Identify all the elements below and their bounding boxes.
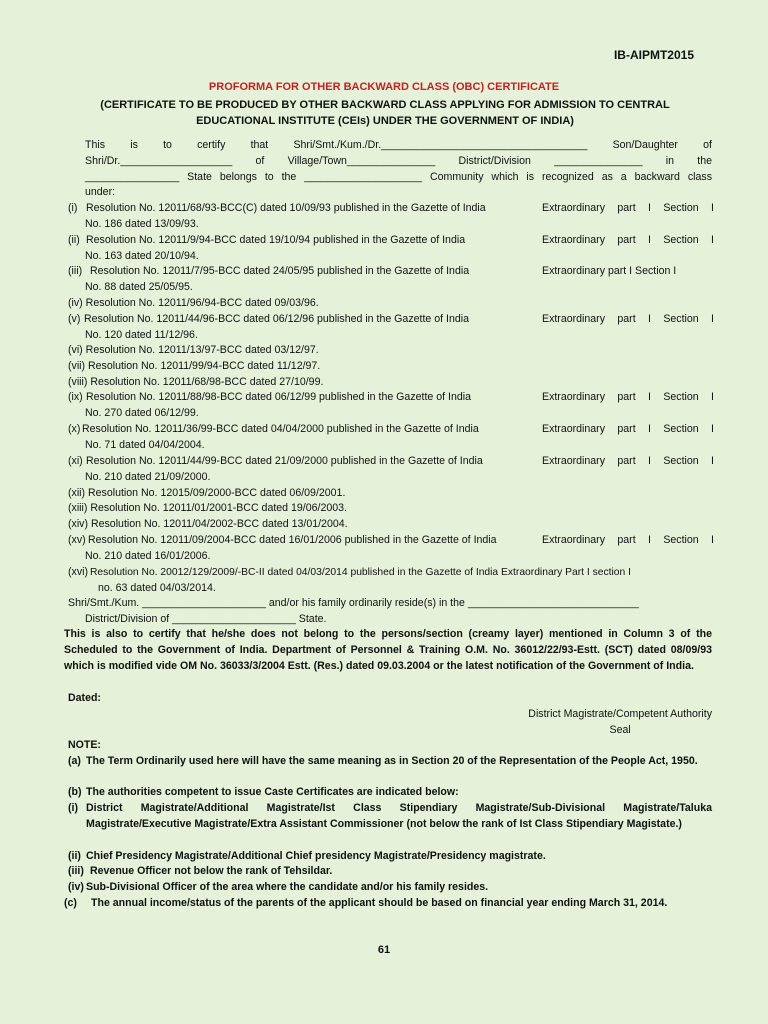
resolution-extra: Extraordinary part I Section I <box>542 391 714 403</box>
resolution-number: (xiii) <box>68 502 88 514</box>
resolution-text: Resolution No. 12011/68/93-BCC(C) dated 10/09/93 published in the Gazette of India <box>86 202 486 214</box>
resolution-text: Resolution No. 12011/13/97-BCC dated 03/12/97. <box>85 344 319 356</box>
note-text: Revenue Officer not below the rank of Tehsildar. <box>90 865 333 877</box>
note-text: The annual income/status of the parents of the applicant should be based on financial year ending March 31, 2014. <box>91 897 668 909</box>
resolution-number: (i) <box>68 202 78 214</box>
residence-line-1: Shri/Smt./Kum. _____________________ and/or his family ordinarily reside(s) in the _____________________________ <box>68 597 639 609</box>
resolution-number: (ix) <box>68 391 83 403</box>
intro-line-2: Shri/Dr.___________________ of Village/Town_______________ District/Division _______________ in the <box>85 154 712 167</box>
resolution-text: Resolution No. 12011/9/94-BCC dated 19/10/94 published in the Gazette of India <box>86 234 466 246</box>
resolution-extra: Extraordinary part I Section I <box>542 234 714 246</box>
resolution-number: (xv) <box>68 534 86 546</box>
resolution-continuation: No. 186 dated 13/09/93. <box>85 217 199 230</box>
resolution-extra: Extraordinary part I Section I <box>542 534 714 546</box>
resolution-text: Resolution No. 12011/09/2004-BCC dated 16/01/2006 published in the Gazette of India <box>88 534 497 546</box>
note-number: (iv) <box>68 881 84 893</box>
note-text: Chief Presidency Magistrate/Additional Chief presidency Magistrate/Presidency magistrate. <box>86 850 546 862</box>
resolution-number: (ii) <box>68 234 80 246</box>
resolution-text: Resolution No. 20012/129/2009/-BC-II dated 04/03/2014 published in the Gazette of India Extraordinary Part I section I <box>90 567 631 578</box>
resolution-item <box>68 343 319 359</box>
resolution-number: (iii) <box>68 265 83 277</box>
page-title: PROFORMA FOR OTHER BACKWARD CLASS (OBC) CERTIFICATE <box>208 81 560 93</box>
signature-authority: District Magistrate/Competent Authority <box>528 708 712 720</box>
resolution-number: (v) <box>68 313 81 325</box>
note-text: The Term Ordinarily used here will have the same meaning as in Section 20 of the Representation of the People Act, 1950. <box>86 755 698 767</box>
resolution-item <box>68 517 348 533</box>
note-number: (i) <box>68 802 78 814</box>
intro-line-3: ________________ State belongs to the ____________________ Community which is recognized as a backward class <box>85 170 712 183</box>
document-code: IB-AIPMT2015 <box>613 48 694 62</box>
resolution-text: Resolution No. 12011/88/98-BCC dated 06/12/99 published in the Gazette of India <box>86 391 471 403</box>
resolution-number: (vii) <box>68 360 86 372</box>
signature-block <box>528 706 712 738</box>
resolution-number: (xvi) <box>68 566 89 578</box>
resolution-extra: Extraordinary part I Section I <box>542 423 714 435</box>
residence-line-2: District/Division of _____________________ State. <box>85 613 327 625</box>
resolution-continuation: No. 88 dated 25/05/95. <box>85 280 193 293</box>
creamy-layer-statement: This is also to certify that he/she does not belong to the persons/section (creamy layer) mentioned in Column 3 of the Scheduled to the Government of India. Department of Personnel & Training O.M. No. 36012/22/93-Estt. (SCT) dated 08/09/93 which is modified vide OM No. 36033/3/2004 Estt. (Res.) dated 09.03.2004 or the latest notification of the Government of India. <box>64 628 712 672</box>
resolution-extra: Extraordinary part I Section I <box>542 202 714 214</box>
note-number: (a) <box>68 755 81 767</box>
note-text: District Magistrate/Additional Magistrate/Ist Class Stipendiary Magistrate/Sub-Divisional Magistrate/Taluka Magistrate/Executive Magistrate/Extra Assistant Commissioner (not below the rank of Ist Class Stipendiary Magistate.) <box>86 802 712 830</box>
resolution-text: Resolution No. 12011/99/94-BCC dated 11/12/97. <box>88 360 321 372</box>
note-number: (b) <box>68 786 82 798</box>
note-text: Sub-Divisional Officer of the area where the candidate and/or his family resides. <box>86 881 489 893</box>
note-number: (c) <box>64 897 77 909</box>
resolution-text: Resolution No. 12011/7/95-BCC dated 24/05/95 published in the Gazette of India <box>90 265 470 277</box>
intro-line-4: under: <box>85 186 116 199</box>
resolution-extra: Extraordinary part I Section I <box>542 313 714 325</box>
resolution-number: (iv) <box>68 297 83 309</box>
resolution-text: Resolution No. 12011/68/98-BCC dated 27/10/99. <box>90 376 324 388</box>
resolution-item <box>68 501 347 517</box>
resolution-item <box>68 296 319 312</box>
resolution-continuation: No. 210 dated 21/09/2000. <box>85 470 211 483</box>
resolution-extra: Extraordinary part I Section I <box>542 265 677 277</box>
resolution-item <box>68 359 320 375</box>
note-text: The authorities competent to issue Caste Certificates are indicated below: <box>86 786 459 798</box>
resolution-item <box>68 375 323 391</box>
note-number: (ii) <box>68 850 81 862</box>
resolution-continuation: No. 120 dated 11/12/96. <box>85 328 198 341</box>
resolution-continuation: no. 63 dated 04/03/2014. <box>98 581 216 594</box>
resolution-number: (xii) <box>68 487 86 499</box>
resolution-number: (xi) <box>68 455 83 467</box>
resolution-continuation: No. 163 dated 20/10/94. <box>85 249 199 262</box>
resolution-text: Resolution No. 12015/09/2000-BCC dated 06/09/2001. <box>88 487 346 499</box>
resolution-text: Resolution No. 12011/96/94-BCC dated 09/03/96. <box>85 297 319 309</box>
resolution-number: (viii) <box>68 376 88 388</box>
signature-seal: Seal <box>609 724 631 736</box>
resolution-continuation: No. 210 dated 16/01/2006. <box>85 549 211 562</box>
intro-line-1: This is to certify that Shri/Smt./Kum./Dr.___________________________________ Son/Daughter of <box>85 139 712 151</box>
resolution-item <box>68 486 345 502</box>
resolution-number: (vi) <box>68 344 83 356</box>
resolution-text: Resolution No. 12011/01/2001-BCC dated 19/06/2003. <box>90 502 347 514</box>
resolution-number: (xiv) <box>68 518 89 530</box>
note-heading: NOTE: <box>68 739 101 751</box>
page-number: 61 <box>377 944 391 956</box>
resolution-number: (x) <box>68 423 81 435</box>
resolution-text: Resolution No. 12011/44/99-BCC dated 21/09/2000 published in the Gazette of India <box>86 455 483 467</box>
dated-label: Dated: <box>68 692 101 704</box>
resolution-text: Resolution No. 12011/04/2002-BCC dated 13/01/2004. <box>90 518 348 530</box>
resolution-text: Resolution No. 12011/44/96-BCC dated 06/12/96 published in the Gazette of India <box>84 313 469 325</box>
page-subtitle: (CERTIFICATE TO BE PRODUCED BY OTHER BACKWARD CLASS APPLYING FOR ADMISSION TO CENTRAL EDUCATIONAL INSTITUTE (CEIs) UNDER THE GOVERNMENT OF INDIA) <box>100 99 670 127</box>
note-number: (iii) <box>68 865 84 877</box>
resolution-text: Resolution No. 12011/36/99-BCC dated 04/04/2000 published in the Gazette of India <box>82 423 479 435</box>
resolution-continuation: No. 270 dated 06/12/99. <box>85 406 199 419</box>
resolution-continuation: No. 71 dated 04/04/2004. <box>85 438 205 451</box>
resolution-extra: Extraordinary part I Section I <box>542 455 714 467</box>
certificate-intro <box>85 138 712 201</box>
